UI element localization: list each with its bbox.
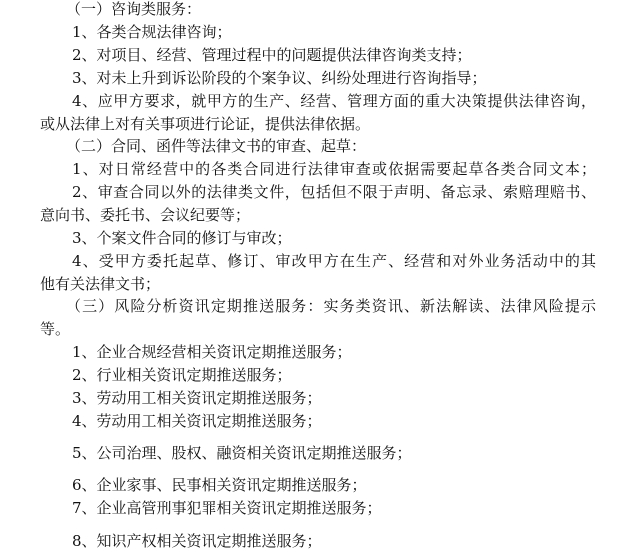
list-item: 3、个案文件合同的修订与审改； [72,229,292,247]
section-heading-continuation: 等。 [40,320,71,338]
section-heading-risk-analysis: （三）风险分析资讯定期推送服务：实务类资讯、新法解读、法律风险提示 [66,297,596,315]
list-item: 2、对项目、经营、管理过程中的问题提供法律咨询类支持； [72,46,472,64]
list-item: 1、各类合规法律咨询； [72,23,232,41]
list-item: 6、企业家事、民事相关资讯定期推送服务； [72,476,367,494]
list-item: 7、企业高管刑事犯罪相关资讯定期推送服务； [72,499,382,517]
list-item: 1、企业合规经营相关资讯定期推送服务； [72,343,352,361]
list-item: 5、公司治理、股权、融资相关资讯定期推送服务； [72,444,412,462]
list-item-continuation: 意向书、委托书、会议纪要等； [40,206,251,224]
list-item: 2、行业相关资讯定期推送服务； [72,366,292,384]
list-item-continuation: 他有关法律文书； [40,275,161,293]
list-item: 3、劳动用工相关资讯定期推送服务； [72,389,322,407]
list-item: 2、审查合同以外的法律类文件，包括但不限于声明、备忘录、索赔理赔书、 [72,183,596,201]
section-heading-contracts: （二）合同、函件等法律文书的审查、起草： [66,137,367,155]
list-item: 3、对未上升到诉讼阶段的个案争议、纠纷处理进行咨询指导； [72,69,487,87]
list-item: 1、对日常经营中的各类合同进行法律审查或依据需要起草各类合同文本； [72,160,596,178]
list-item: 8、知识产权相关资讯定期推送服务； [72,532,322,550]
section-heading-consulting: （一）咨询类服务： [66,0,202,18]
list-item: 4、劳动用工相关资讯定期推送服务； [72,412,322,430]
list-item-continuation: 或从法律上对有关事项进行论证，提供法律依据。 [40,115,371,133]
list-item: 4、受甲方委托起草、修订、审改甲方在生产、经营和对外业务活动中的其 [72,252,596,270]
list-item: 4、应甲方要求，就甲方的生产、经营、管理方面的重大决策提供法律咨询， [72,92,596,110]
